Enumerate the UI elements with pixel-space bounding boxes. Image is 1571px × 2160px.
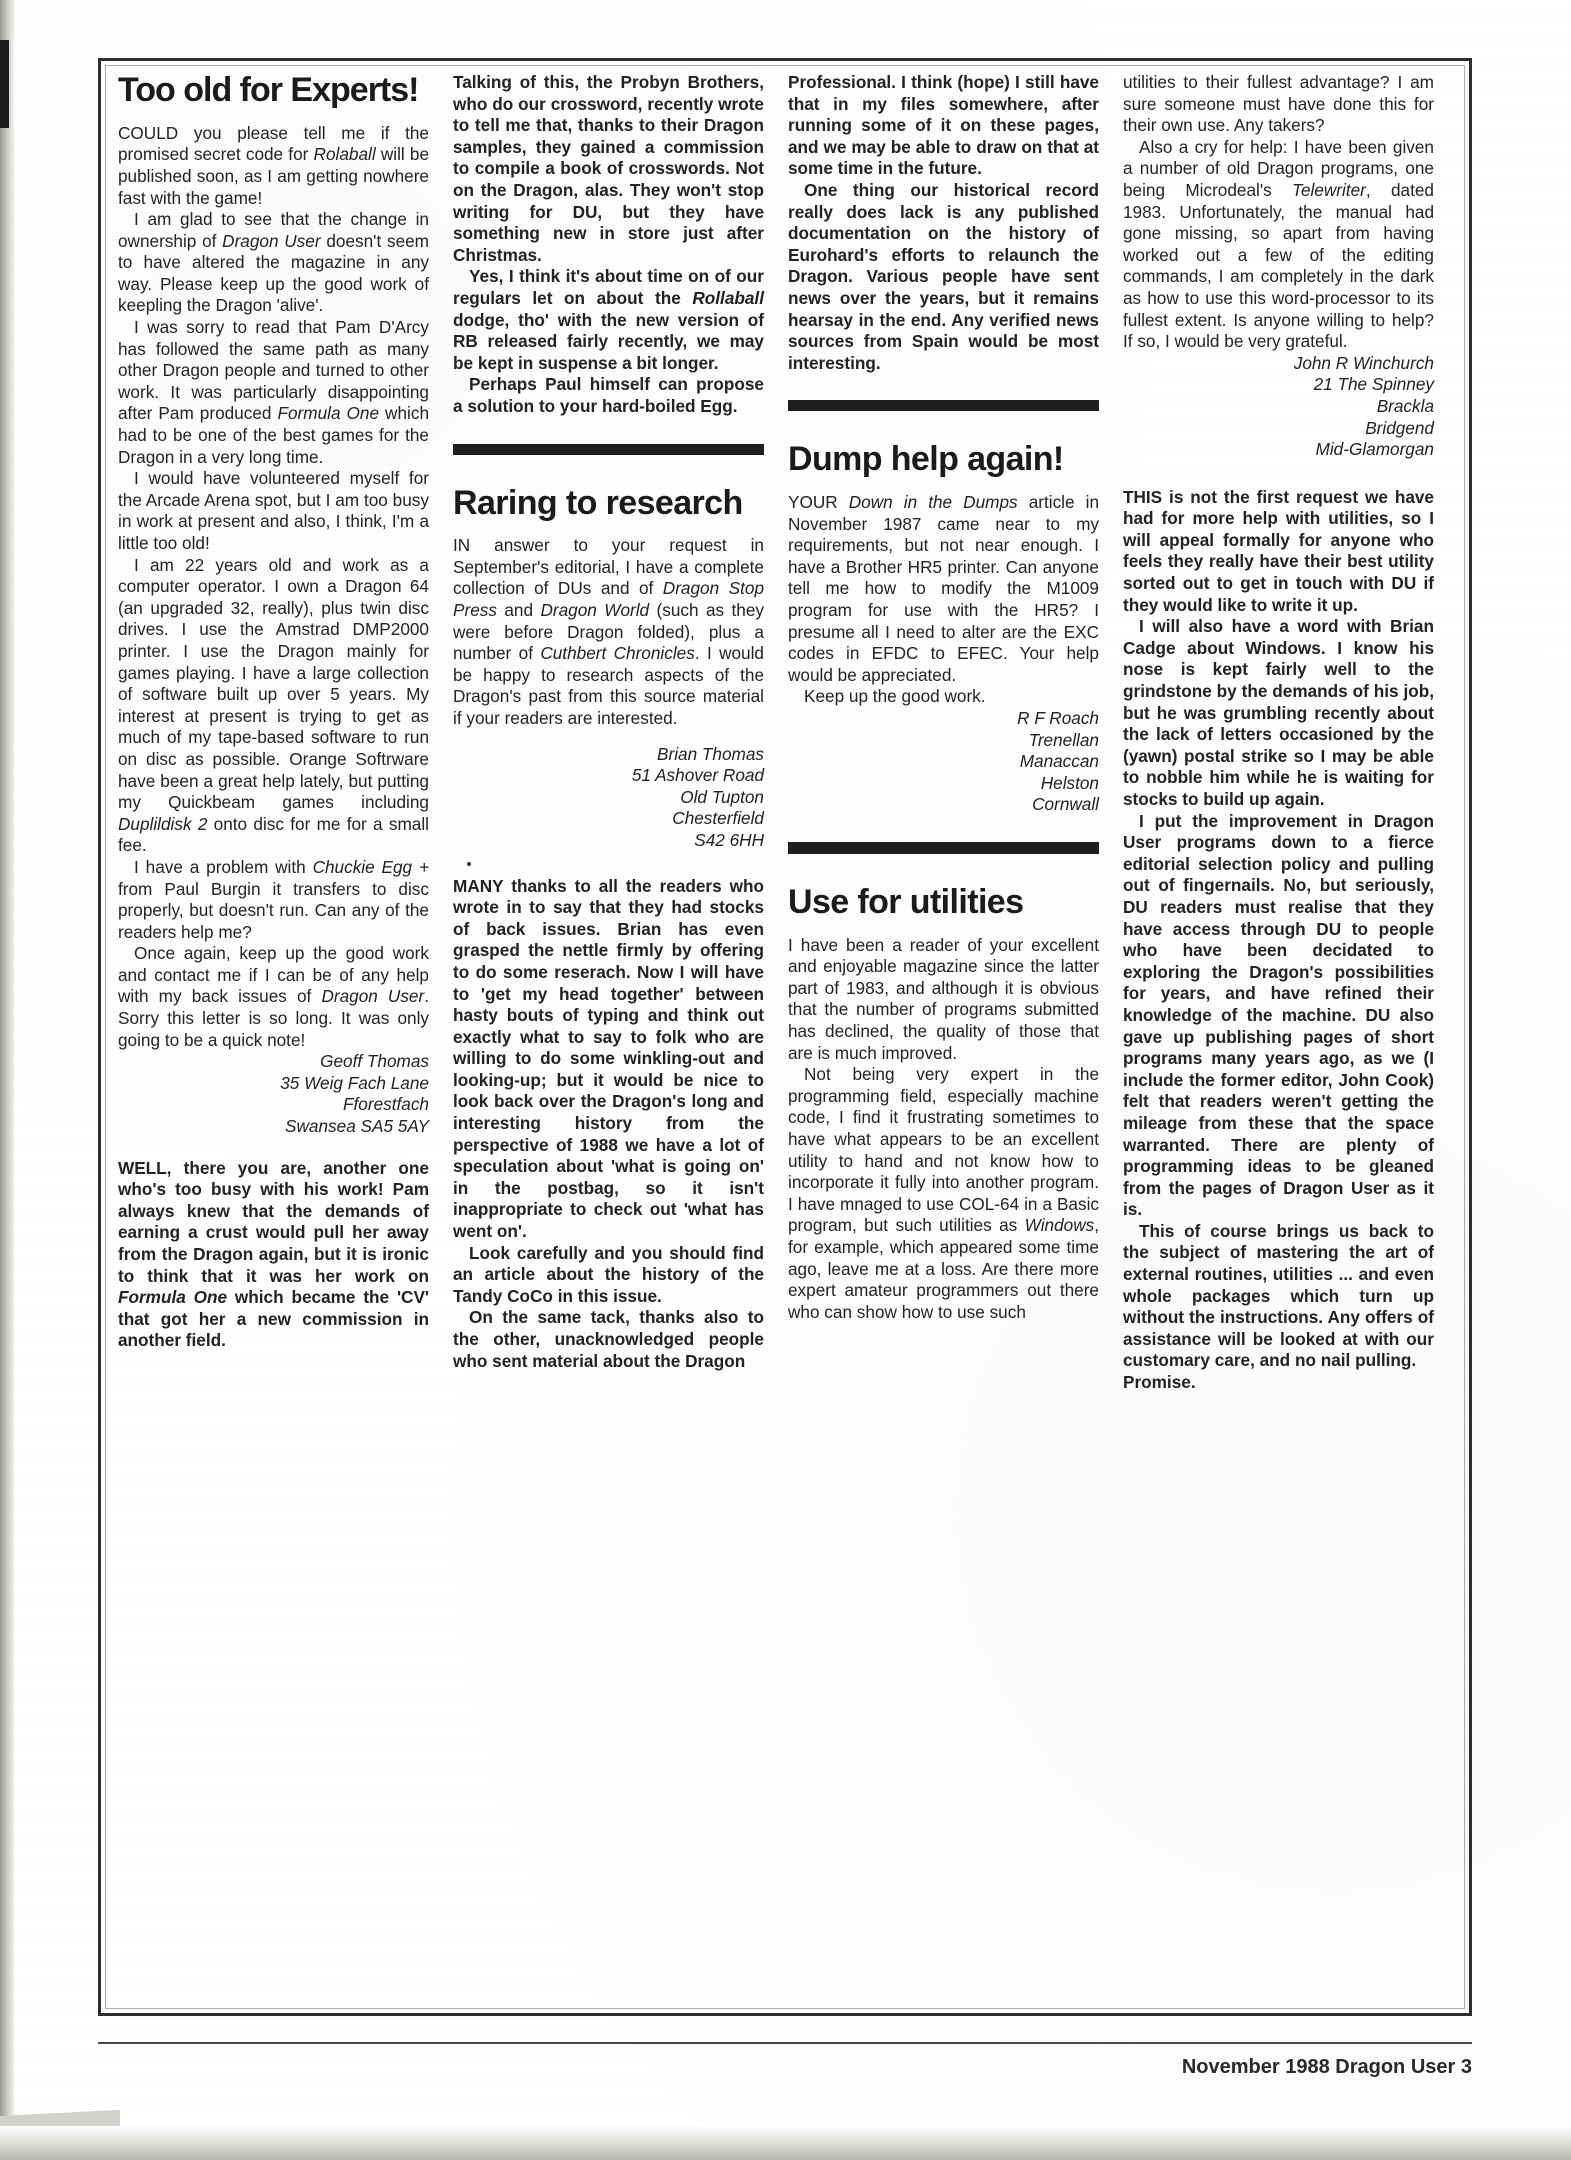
signature-line: 21 The Spinney: [1313, 374, 1434, 395]
footer-rule: [98, 2042, 1472, 2044]
letter-paragraph: I have been a reader of your excellent and enjoyable magazine since the latter part of 1983, and although it is obvious that the number of programs submitted has declined, the quality of those that are is much improved.: [788, 934, 1099, 1063]
column-1: [118, 72, 429, 2002]
section-rule: [788, 400, 1099, 411]
editor-reply-paragraph: WELL, there you are, another one who's too busy with his work! Pam always knew that the demands of earning a crust would pull her away from the Dragon again, but it is ironic to think that it was her work on Formula One which became the 'CV' that got her a new commission in another field.: [118, 1157, 429, 1351]
heading-raring-to-research: Raring to research: [453, 483, 743, 522]
letter-paragraph: IN answer to your request in September's editorial, I have a complete collection of DUs and of Dragon Stop Press and Dragon World (such as they were before Dragon folded), plus a number of Cuthbert Chronicles. I would be happy to research aspects of the Dragon's past from this source material if your readers are interested.: [453, 535, 765, 728]
editor-reply-paragraph: THIS is not the first request we have had for more help with utilities, so I will appeal formally for anyone who feels they really have their best utility sorted out to get in touch with DU if they would like to write it up.: [1123, 486, 1434, 615]
column-3: [788, 72, 1099, 2002]
editor-reply-paragraph: Talking of this, the Probyn Brothers, who do our crossword, recently wrote to tell me that, thanks to their Dragon samples, they gained a commission to compile a book of crosswords. Not on the Dragon, alas. They won't stop writing for DU, but they have something new in store just after Christmas.: [453, 72, 764, 265]
signature-line: Manaccan: [1019, 751, 1099, 772]
spacer: [1123, 461, 1434, 487]
signature-line: Brian Thomas: [657, 743, 764, 764]
signature-line: Chesterfield: [672, 808, 764, 829]
letter-paragraph: COULD you please tell me if the promised secret code for Rolaball will be published soon, as I am getting nowhere fast with the game!: [118, 122, 429, 208]
signature-line: John R Winchurch: [1293, 352, 1434, 373]
editor-reply-paragraph: Yes, I think it's about time on of our regulars let on about the Rollaball dodge, tho' with the new version of RB released fairly recently, we may be kept in suspense a bit longer.: [453, 266, 764, 373]
signature-line: R F Roach: [1017, 707, 1099, 728]
editor-reply-paragraph: This of course brings us back to the subject of mastering the art of external routines, utilities ... and even whole packages which turn up without the instructions. Any offers of assistance will be looked at with our customary care, and no nail pulling.: [1123, 1220, 1434, 1371]
signature-line: Helston: [1040, 772, 1099, 793]
signature-line: Cornwall: [1032, 794, 1099, 815]
signature-line: 35 Weig Fach Lane: [280, 1072, 429, 1093]
column-4: [1123, 72, 1434, 2002]
scan-artifact-dot: [467, 862, 471, 866]
letter-paragraph: Keep up the good work.: [804, 686, 986, 707]
spacer: [453, 730, 764, 744]
letters-columns: [118, 72, 1452, 2002]
editor-reply-paragraph: MANY thanks to all the readers who wrote in to say that they had stocks of back issues. Brian has even grasped the nettle firmly by offering to do some reserach. Now I will have to 'get my head together' between hasty bouts of typing and think out exactly what to say to folk who are willing to do some winkling-out and looking-up; but it would be nice to look back over the Dragon's long and interesting history from the perspective of 1988 we have a lot of speculation about 'what is going on' in the postbag, so it isn't inappropriate to check out 'what has went on'.: [453, 875, 764, 1242]
letter-paragraph: Also a cry for help: I have been given a number of old Dragon programs, one being Microdeal's Telewriter, dated 1983. Unfortunately, the manual had gone missing, so apart from having worked out a few of the editing commands, I am completely in the dark as how to use this word-processor to its fullest extent. Is anyone willing to help? If so, I would be very grateful.: [1123, 136, 1434, 352]
editor-reply-paragraph: I will also have a word with Brian Cadge about Windows. I know his nose is kept fairly well to the grindstone by the demands of his job, but he was grumbling recently about the lack of letters occasioned by the (yawn) postal strike so I may be able to nobble him while he is waiting for stocks to build up again.: [1123, 616, 1434, 809]
column-2: [453, 72, 764, 2002]
letter-paragraph: I would have volunteered myself for the Arcade Arena spot, but I am too busy in work at present and also, I think, I'm a little too old!: [118, 468, 429, 553]
editor-reply-paragraph: Professional. I think (hope) I still have that in my files somewhere, after running some of it on these pages, and we may be able to draw on that at some time in the future.: [788, 72, 1099, 179]
letter-paragraph: utilities to their fullest advantage? I am sure someone must have done this for their own use. Any takers?: [1123, 72, 1434, 136]
heading-use-for-utilities: Use for utilities: [788, 882, 1024, 921]
letter-paragraph: YOUR Down in the Dumps article in November 1987 came near to my requirements, but not near enough. I have a Brother HR5 printer. Can anyone tell me how to modify the M1009 program for use with the HR5? I presume all I need to alter are the EXC codes in EFDC to EFEC. Your help would be appreciated.: [788, 492, 1099, 685]
signature-line: Bridgend: [1365, 417, 1434, 438]
editor-reply-paragraph: One thing our historical record really does lack is any published documentation on the history of Eurohard's efforts to relaunch the Dragon. Various people have sent news over the years, but it remains hearsay in the end. Any verified news sources from Spain would be most interesting.: [788, 179, 1099, 373]
signature-line: Fforestfach: [343, 1094, 429, 1115]
scanner-left-edge: [0, 0, 14, 2160]
scanner-bottom-edge: [0, 2126, 1571, 2160]
signature-line: Brackla: [1376, 395, 1434, 416]
signature-line: Trenellan: [1028, 729, 1099, 750]
editor-reply-paragraph: Promise.: [1123, 1372, 1196, 1393]
editor-reply-paragraph: Perhaps Paul himself can propose a solution to your hard-boiled Egg.: [453, 374, 764, 416]
letter-paragraph: I was sorry to read that Pam D'Arcy has followed the same path as many other Dragon people and turned to other work. It was particularly disappointing after Pam produced Formula One which had to be one of the best games for the Dragon in a very long time.: [118, 317, 429, 467]
page-footer: November 1988 Dragon User 3: [1181, 2056, 1472, 2078]
letter-paragraph: Once again, keep up the good work and contact me if I can be of any help with my back issues of Dragon User. Sorry this letter is so long. It was only going to be a quick note!: [118, 943, 429, 1050]
signature-line: Geoff Thomas: [320, 1051, 429, 1072]
spacer: [118, 1138, 429, 1158]
scanner-black-mark: [0, 40, 9, 128]
letter-paragraph: I have a problem with Chuckie Egg + from Paul Burgin it transfers to disc properly, but doesn't run. Can any of the readers help me?: [118, 856, 430, 942]
signature-line: Mid-Glamorgan: [1315, 439, 1434, 460]
editor-reply-paragraph: On the same tack, thanks also to the other, unacknowledged people who sent material about the Dragon: [453, 1307, 764, 1371]
heading-too-old-for-experts: Too old for Experts!: [118, 71, 419, 109]
editor-reply-paragraph: I put the improvement in Dragon User programs down to a fierce editorial selection policy and pulling out of fingernails. No, but seriously, DU readers must realise that they have access through DU to people who have been decidated to exploring the Dragon's possibilities for years, and have refined their knowledge of the machine. DU also gave up publishing pages of short programs many years ago, as we (I include the former editor, John Cook) felt that readers weren't getting the mileage from these that the space warranted. There are plenty of programming ideas to be gleaned from the pages of Dragon User as it is.: [1123, 810, 1434, 1220]
signature-line: Swansea SA5 5AY: [285, 1116, 429, 1137]
signature-line: S42 6HH: [694, 829, 764, 850]
letter-paragraph: Not being very expert in the programming field, especially machine code, I find it frustrating sometimes to have what appears to be an excellent utility to hand and not know how to incorporate it fully into another program. I have mnaged to use COL-64 in a Basic program, but such utilities as Windows, for example, which appeared some time ago, leave me at a loss. Are there more expert amateur programmers out there who can show how to use such: [788, 1064, 1099, 1322]
signature-line: Old Tupton: [680, 786, 764, 807]
letter-paragraph: I am 22 years old and work as a computer operator. I own a Dragon 64 (an upgraded 32, really), plus twin disc drives. I use the Amstrad DMP2000 printer. I use the Dragon mainly for games playing. I have a large collection of software built up over 5 years. My interest at present is trying to get as much of my tape-based software to run on disc as possible. Orange Softrware have been a great help lately, but putting my Quickbeam games including Duplildisk 2 onto disc for me for a small fee.: [118, 554, 429, 856]
section-rule: [453, 444, 764, 455]
letter-paragraph: I am glad to see that the change in ownership of Dragon User doesn't seem to have altered the magazine in any way. Please keep up the good work of keepling the Dragon 'alive'.: [118, 209, 430, 316]
editor-reply-paragraph: Look carefully and you should find an article about the history of the Tandy CoCo in this issue.: [453, 1242, 764, 1306]
heading-dump-help-again: Dump help again!: [788, 440, 1064, 479]
section-rule: [788, 842, 1099, 854]
signature-line: 51 Ashover Road: [631, 765, 764, 786]
